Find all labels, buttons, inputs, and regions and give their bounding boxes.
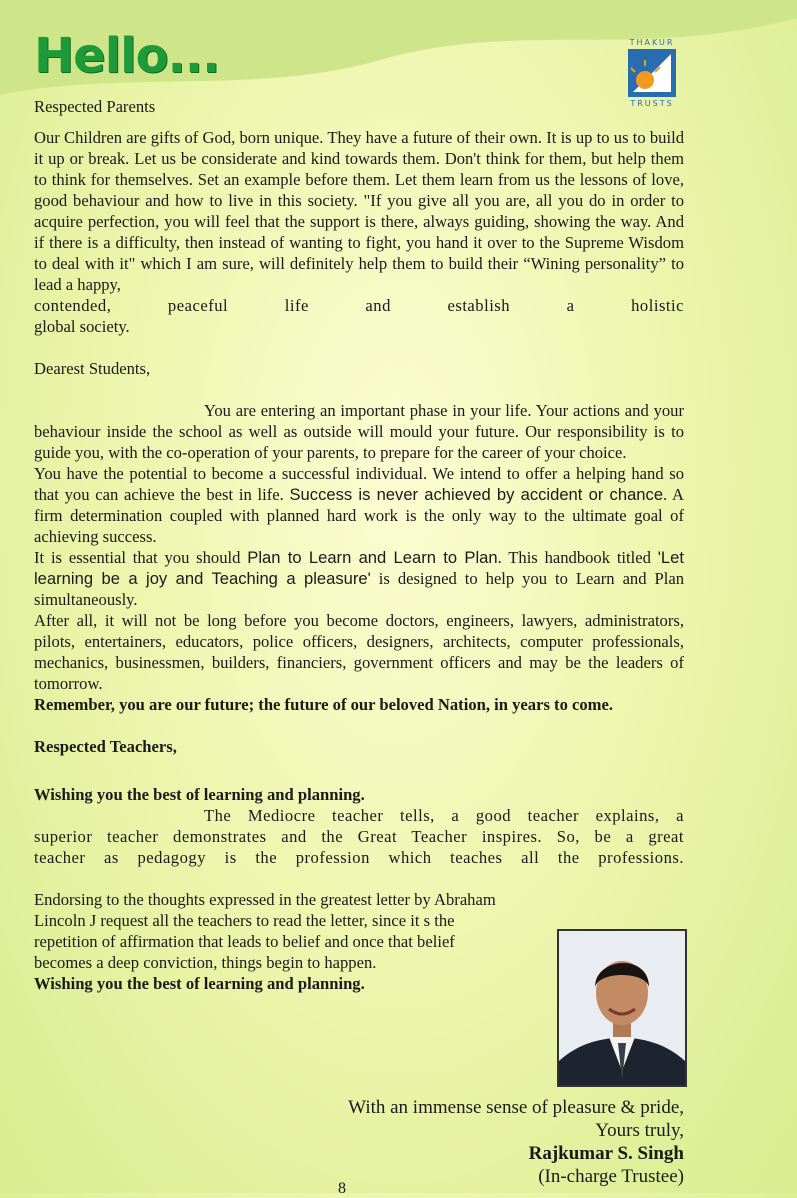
students-p3-start: It is essential that you should <box>34 548 248 567</box>
parents-paragraph-spread-line: contended, peaceful life and establish a holistic <box>34 296 684 315</box>
students-p2-emphasis: Success is never achieved by accident or chance <box>289 485 664 504</box>
students-paragraph-4: After all, it will not be long before you become doctors, engineers, lawyers, administrators, pilots, entertainers, educators, police officers, designers, architects, computer professionals, mechanics, businessmen, builders, financiers, government officers and may be the leaders of tomorrow. <box>34 611 684 693</box>
signature-name: Rajkumar S. Singh <box>528 1143 684 1164</box>
parents-paragraph: Our Children are gifts of God, born unique. They have a future of their own. It is up to us to build it up or break. Let us be considerate and kind towards them. Don't think for them, but help them to think for themselves. Set an example before them. Let them learn from us the lessons of love, good behaviour and how to live in this society. "If you give all you are, all you do in order to acquire perfection, you will feel that the support is there, always guiding, showing the way. And if there is a difficulty, then instead of wanting to fight, you hand it over to the Supreme Wisdom to deal with it" which I am sure, will definitely help them to build their “Wining personality” to lead a happy, <box>34 128 684 294</box>
parents-salutation: Respected Parents <box>34 97 156 116</box>
students-paragraph-2 <box>34 463 684 547</box>
logo-emblem <box>628 49 676 97</box>
hello-heading: Hello... <box>34 28 220 84</box>
teachers-wish-2: Wishing you the best of learning and planning. <box>34 974 365 993</box>
signature-line-1: With an immense sense of pleasure & pride, <box>348 1097 684 1118</box>
trustee-photo <box>557 929 687 1087</box>
students-p1-text: You are entering an important phase in your life. Your actions and your behaviour inside the school as well as outside will mould your future. Our responsibility is to guide you, with the co-operation of your parents, to prepare for the career of your choice. <box>34 401 684 462</box>
signature-line-2: Yours truly, <box>595 1120 684 1141</box>
parents-paragraph-last-line: global society. <box>34 317 130 336</box>
signature-role: (In-charge Trustee) <box>538 1166 684 1187</box>
students-paragraph-3 <box>34 547 684 610</box>
logo-bottom-text: TRUSTS <box>630 99 674 108</box>
students-p2-end: . A firm determination coupled with planned hard work is the only way to the ultimate goal of achieving success. <box>34 485 684 546</box>
teachers-wish: Wishing you the best of learning and planning. <box>34 785 365 804</box>
students-p3-end: is designed to help you to Learn and Plan simultaneously. <box>34 569 684 609</box>
students-p3-emphasis-1: Plan to Learn and Learn to Plan <box>247 548 498 567</box>
teachers-salutation: Respected Teachers, <box>34 737 177 756</box>
teachers-paragraph-1: The Mediocre teacher tells, a good teacher explains, a superior teacher demonstrates and the Great Teacher inspires. So, be a great teacher as pedagogy is the profession which teaches all the professions. <box>34 806 684 867</box>
students-p2-start: You have the potential to become a successful individual. We intend to offer a helping hand so that you can achieve the best in life. <box>34 464 684 504</box>
students-p3-mid: . This handbook titled <box>497 548 658 567</box>
students-paragraph-5: Remember, you are our future; the future of our beloved Nation, in years to come. <box>34 695 614 714</box>
logo-top-text: THAKUR <box>629 38 675 47</box>
letter-body <box>34 96 684 994</box>
students-p3-emphasis-2: 'Let learning be a joy and Teaching a pleasure' <box>34 548 684 588</box>
students-paragraph-1 <box>34 400 684 463</box>
students-salutation: Dearest Students, <box>34 359 151 378</box>
teachers-paragraph-2: Endorsing to the thoughts expressed in the greatest letter by Abraham Lincoln J request all the teachers to read the letter, since it s the repetition of affirmation that leads to belief and once that belief becomes a deep conviction, things begin to happen. <box>34 890 496 972</box>
page-number: 8 <box>338 1180 346 1197</box>
signature-block <box>348 1096 684 1188</box>
